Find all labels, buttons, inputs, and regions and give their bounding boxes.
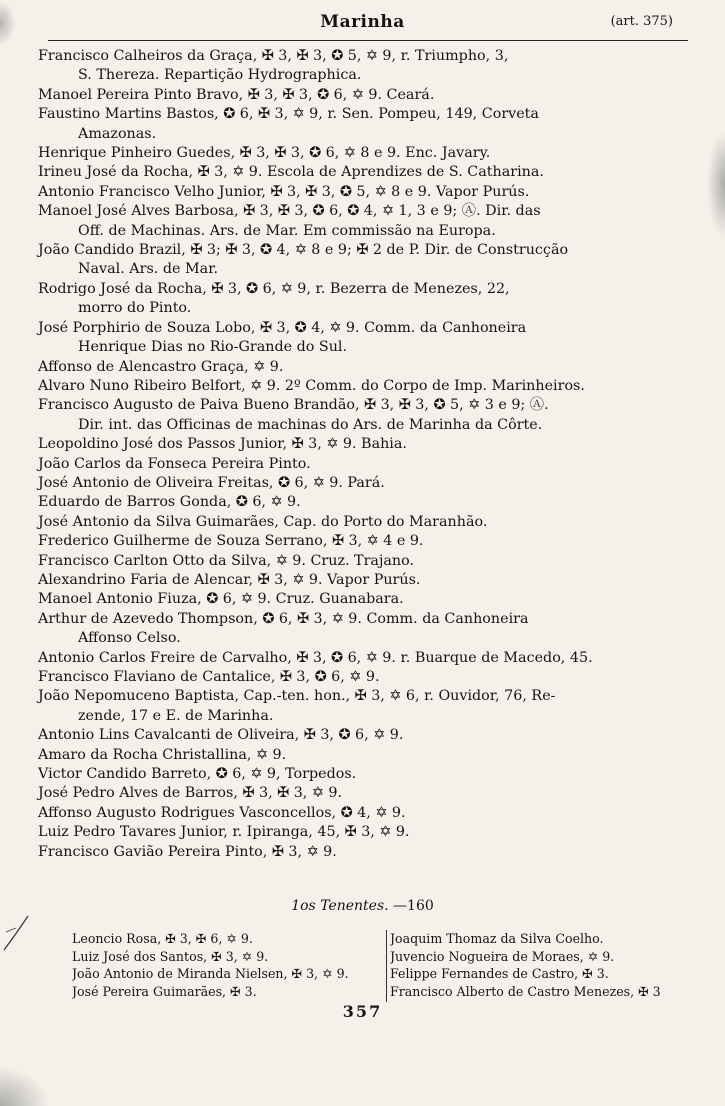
entry-continuation: Affonso Celso. [78,630,181,647]
officer-entry [38,163,690,182]
officer-entry [38,532,690,551]
officer-entry: João Antonio de Miranda Nielsen, ✠ 3, ✡ 9. [72,966,349,981]
entry-continuation: zende, 17 e E. de Marinha. [78,707,274,724]
entry-text: João Carlos da Fonseca Pereira Pinto. [38,455,311,472]
officer-entry [38,183,690,202]
right-column [386,930,716,1002]
entry-text: José Antonio da Silva Guimarães, Cap. do Porto do Maranhão. [38,513,488,530]
entry-continuation: Dir. int. das Officinas de machinas do Ars. de Marinha da Côrte. [78,416,543,433]
officer-entry [38,552,690,571]
entry-text: José Antonio de Oliveira Freitas, ✪ 6, ✡ 9. Pará. [38,474,385,491]
section-count: —160 [393,898,434,914]
officer-entry [38,513,690,532]
entry-text: Victor Candido Barreto, ✪ 6, ✡ 9, Torpedos. [38,766,357,783]
officer-list [38,47,690,862]
ink-stroke-mark [2,912,30,952]
officer-entry [38,435,690,454]
officer-entry [38,726,690,745]
entry-text: Luiz Pedro Tavares Junior, r. Ipiranga, 45, ✠ 3, ✡ 9. [38,824,410,841]
entry-text: João Candido Brazil, ✠ 3; ✠ 3, ✪ 4, ✡ 8 e 9; ✠ 2 de P. Dir. de Construcção [38,242,569,259]
entry-text: José Porphirio de Souza Lobo, ✠ 3, ✪ 4, ✡ 9. Comm. da Canhoneira [38,319,527,336]
officer-entry: Francisco Alberto de Castro Menezes, ✠ 3 [390,983,661,999]
officer-entry [38,202,690,241]
officer-entry: Joaquim Thomaz da Silva Coelho. [390,931,604,946]
entry-text: Antonio Lins Cavalcanti de Oliveira, ✠ 3, ✪ 6, ✡ 9. [38,727,404,744]
officer-entry: Leoncio Rosa, ✠ 3, ✠ 6, ✡ 9. [72,931,253,946]
entry-text: Manoel José Alves Barbosa, ✠ 3, ✠ 3, ✪ 6, ✪ 4, ✡ 1, 3 e 9; Ⓐ. Dir. das [38,203,541,220]
header-rule [48,40,688,41]
entry-text: José Pedro Alves de Barros, ✠ 3, ✠ 3, ✡ 9. [38,785,343,802]
officer-entry [38,804,690,823]
entry-continuation: Henrique Dias no Rio-Grande do Sul. [78,339,348,356]
officer-entry [38,377,690,396]
entry-text: Affonso de Alencastro Graça, ✡ 9. [38,358,284,375]
officer-entry [38,746,690,765]
entry-text: Rodrigo José da Rocha, ✠ 3, ✪ 6, ✡ 9, r. Bezerra de Menezes, 22, [38,280,510,297]
two-column-list [72,930,712,1006]
officer-entry [38,823,690,842]
section-heading [0,898,725,914]
left-column [72,930,384,1000]
entry-text: Manoel Pereira Pinto Bravo, ✠ 3, ✠ 3, ✪ 6, ✡ 9. Ceará. [38,86,435,103]
officer-entry [38,105,690,144]
entry-continuation: S. Thereza. Repartição Hydrographica. [78,67,362,84]
officer-entry [38,784,690,803]
page-header [0,12,725,38]
entry-text: Arthur de Azevedo Thompson, ✪ 6, ✠ 3, ✡ 9. Comm. da Canhoneira [38,610,529,627]
entry-text: Antonio Carlos Freire de Carvalho, ✠ 3, ✪ 6, ✡ 9. r. Buarque de Macedo, 45. [38,649,593,666]
entry-text: Irineu José da Rocha, ✠ 3, ✡ 9. Escola de Aprendizes de S. Catharina. [38,164,544,181]
officer-entry [38,280,690,319]
officer-entry [38,590,690,609]
officer-entry: Felippe Fernandes de Castro, ✠ 3. [390,966,609,981]
officer-entry [38,86,690,105]
page-smudge-bottom-left [0,1066,50,1106]
officer-entry [38,765,690,784]
entry-text: Henrique Pinheiro Guedes, ✠ 3, ✠ 3, ✪ 6, ✡ 8 e 9. Enc. Javary. [38,145,491,162]
entry-continuation: morro do Pinto. [78,300,192,317]
officer-entry [38,649,690,668]
officer-entry [38,396,690,435]
entry-text: Amaro da Rocha Christallina, ✡ 9. [38,746,287,763]
entry-text: Antonio Francisco Velho Junior, ✠ 3, ✠ 3, ✪ 5, ✡ 8 e 9. Vapor Purús. [38,183,530,200]
officer-entry [38,668,690,687]
page-number: 357 [342,1002,383,1021]
entry-continuation: Off. de Machinas. Ars. de Mar. Em commissão na Europa. [78,222,496,239]
entry-text: João Nepomuceno Baptista, Cap.-ten. hon., ✠ 3, ✡ 6, r. Ouvidor, 76, Re- [38,688,556,705]
officer-entry [38,610,690,649]
entry-text: Francisco Gavião Pereira Pinto, ✠ 3, ✡ 9. [38,843,337,860]
entry-continuation: Amazonas. [78,125,157,142]
entry-text: Frederico Guilherme de Souza Serrano, ✠ 3, ✡ 4 e 9. [38,533,424,550]
officer-entry [38,47,690,86]
entry-text: Eduardo de Barros Gonda, ✪ 6, ✡ 9. [38,494,301,511]
entry-text: Francisco Calheiros da Graça, ✠ 3, ✠ 3, ✪ 5, ✡ 9, r. Triumpho, 3, [38,48,509,64]
officer-entry: Luiz José dos Santos, ✠ 3, ✡ 9. [72,948,269,964]
officer-entry [38,687,690,726]
officer-entry [38,319,690,358]
entry-text: Francisco Flaviano de Cantalice, ✠ 3, ✪ 6, ✡ 9. [38,669,380,685]
officer-entry [38,455,690,474]
officer-entry [38,843,690,862]
entry-text: Faustino Martins Bastos, ✪ 6, ✠ 3, ✡ 9, r. Sen. Pompeu, 149, Corveta [38,106,539,123]
officer-entry [38,241,690,280]
section-label: 1os Tenentes. [291,898,389,914]
entry-text: Francisco Augusto de Paiva Bueno Brandão, ✠ 3, ✠ 3, ✪ 5, ✡ 3 e 9; Ⓐ. [38,397,549,414]
entry-text: Alexandrino Faria de Alencar, ✠ 3, ✡ 9. Vapor Purús. [38,571,421,588]
entry-text: Francisco Carlton Otto da Silva, ✡ 9. Cruz. Trajano. [38,552,415,569]
officer-entry [38,493,690,512]
officer-entry: Juvencio Nogueira de Moraes, ✡ 9. [390,948,615,964]
entry-text: Leopoldino José dos Passos Junior, ✠ 3, ✡ 9. Bahia. [38,436,407,453]
entry-text: Manoel Antonio Fiuza, ✪ 6, ✡ 9. Cruz. Guanabara. [38,591,404,608]
entry-continuation: Naval. Ars. de Mar. [78,261,219,278]
officer-entry [38,474,690,493]
officer-entry [38,358,690,377]
page-smudge-right-edge [707,130,725,240]
officer-entry: José Pereira Guimarães, ✠ 3. [72,983,257,999]
officer-entry [38,571,690,590]
entry-text: Affonso Augusto Rodrigues Vasconcellos, ✪ 4, ✡ 9. [38,804,406,821]
page-title: Marinha [320,12,405,32]
officer-entry [38,144,690,163]
entry-text: Alvaro Nuno Ribeiro Belfort, ✡ 9. 2º Comm. do Corpo de Imp. Marinheiros. [38,377,585,394]
article-reference: (art. 375) [610,14,673,29]
